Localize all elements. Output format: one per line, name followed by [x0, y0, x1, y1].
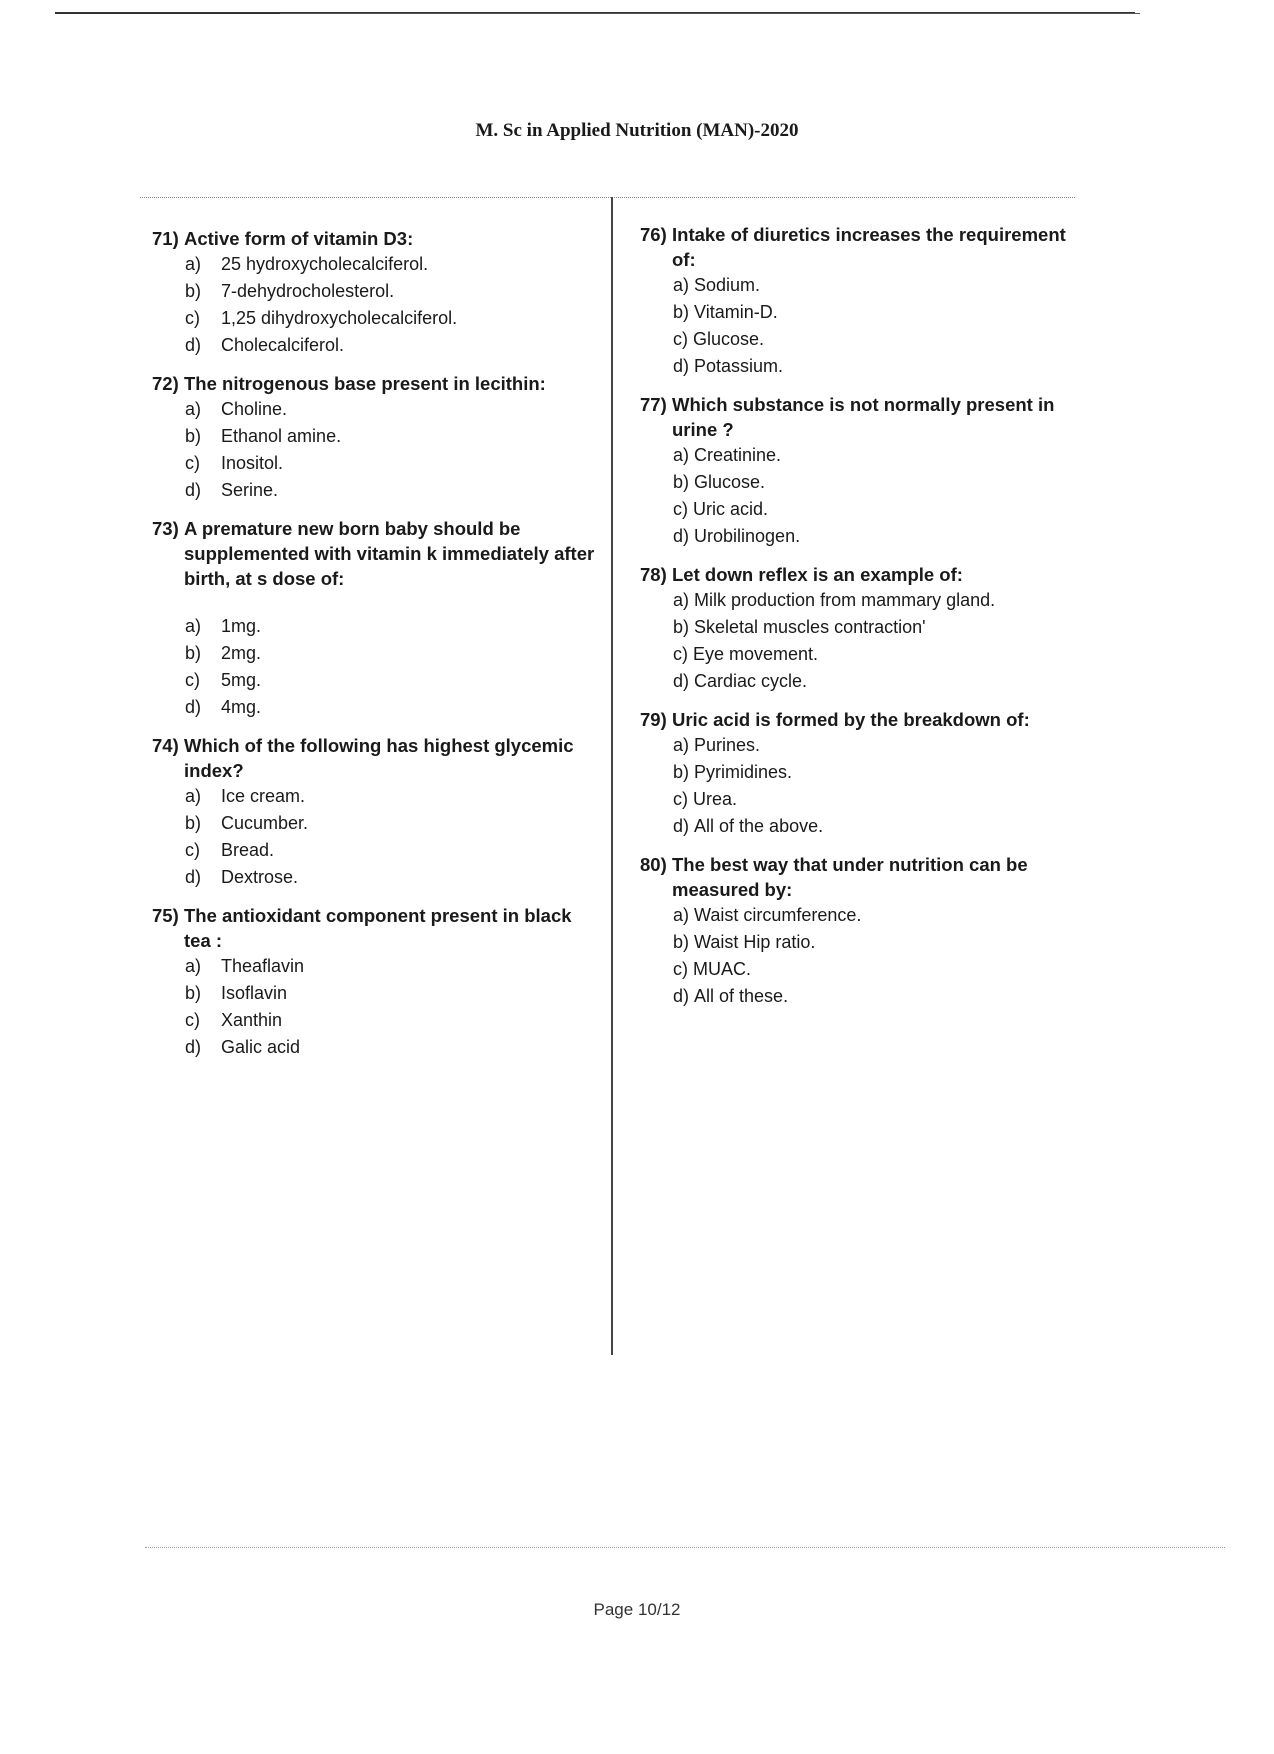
option-letter: d) [673, 526, 690, 546]
option-item [673, 299, 1090, 326]
header-divider [140, 197, 1075, 198]
option-item [185, 640, 602, 667]
question-text [640, 852, 1090, 902]
option-item [185, 396, 602, 423]
option-item [185, 1007, 602, 1034]
footer-divider [145, 1547, 1225, 1548]
option-letter: d) [185, 1037, 202, 1057]
question-text [152, 733, 602, 783]
question-number: 79) [640, 709, 667, 730]
option-letter: b) [185, 426, 202, 446]
option-letter: c) [185, 453, 200, 473]
option-text: 1mg. [221, 616, 262, 636]
option-text: Pyrimidines. [694, 762, 793, 782]
option-text: 7-dehydrocholesterol. [221, 281, 395, 301]
question-item [152, 516, 602, 721]
option-text: Vitamin-D. [694, 302, 778, 322]
option-letter: c) [185, 308, 200, 328]
option-item [673, 641, 1090, 668]
question-stem: Which of the following has highest glycemic index? [184, 735, 574, 781]
option-list [640, 732, 1090, 840]
option-list [152, 953, 602, 1061]
option-letter: a) [185, 254, 202, 274]
option-item [673, 786, 1090, 813]
option-text: Skeletal muscles contraction' [694, 617, 926, 637]
question-number: 72) [152, 373, 179, 394]
option-letter: c) [185, 1010, 200, 1030]
question-stem: A premature new born baby should be supplemented with vitamin k immediately after birth, at s dose of: [184, 518, 595, 589]
option-item [185, 278, 602, 305]
left-question-column [152, 226, 602, 1073]
option-item [185, 694, 602, 721]
option-item [673, 902, 1090, 929]
column-divider [611, 197, 613, 1355]
option-text: MUAC. [693, 959, 751, 979]
question-item [152, 226, 602, 359]
option-letter: a) [673, 275, 690, 295]
option-text: All of the above. [694, 816, 824, 836]
option-letter: a) [185, 399, 202, 419]
option-list [152, 783, 602, 891]
option-text: Theaflavin [221, 956, 305, 976]
option-item [673, 326, 1090, 353]
option-text: Creatinine. [694, 445, 782, 465]
right-question-column [640, 222, 1090, 1022]
option-item [673, 732, 1090, 759]
option-item [185, 613, 602, 640]
question-spacer [152, 591, 602, 613]
option-letter: b) [673, 762, 690, 782]
question-number: 77) [640, 394, 667, 415]
option-text: Choline. [221, 399, 288, 419]
option-letter: c) [673, 789, 688, 809]
option-text: Uric acid. [693, 499, 769, 519]
option-item [185, 332, 602, 359]
option-item [673, 272, 1090, 299]
option-text: 4mg. [221, 697, 262, 717]
option-text: Urea. [693, 789, 738, 809]
option-letter: c) [673, 329, 688, 349]
option-text: Urobilinogen. [694, 526, 801, 546]
option-text: Milk production from mammary gland. [694, 590, 996, 610]
option-letter: a) [185, 616, 202, 636]
option-text: Ice cream. [221, 786, 306, 806]
option-letter: b) [185, 281, 202, 301]
option-text: 25 hydroxycholecalciferol. [221, 254, 429, 274]
option-list [152, 613, 602, 721]
option-letter: b) [673, 302, 690, 322]
option-letter: c) [673, 644, 688, 664]
option-text: Potassium. [694, 356, 784, 376]
question-number: 75) [152, 905, 179, 926]
option-item [185, 1034, 602, 1061]
option-item [185, 864, 602, 891]
option-item [673, 813, 1090, 840]
option-text: Cucumber. [221, 813, 309, 833]
option-letter: d) [185, 867, 202, 887]
option-list [152, 396, 602, 504]
option-letter: c) [185, 670, 200, 690]
option-item [185, 305, 602, 332]
option-item [185, 477, 602, 504]
question-number: 76) [640, 224, 667, 245]
option-item [185, 953, 602, 980]
question-text [152, 371, 602, 396]
option-text: Waist circumference. [694, 905, 862, 925]
option-item [673, 587, 1090, 614]
option-text: 1,25 dihydroxycholecalciferol. [221, 308, 458, 328]
option-list [640, 587, 1090, 695]
option-letter: d) [673, 816, 690, 836]
question-text [640, 392, 1090, 442]
option-text: Glucose. [694, 472, 766, 492]
option-item [185, 810, 602, 837]
option-item [673, 759, 1090, 786]
option-text: Sodium. [694, 275, 761, 295]
option-list [640, 442, 1090, 550]
question-stem: Intake of diuretics increases the requirement of: [672, 224, 1066, 270]
option-text: Galic acid [221, 1037, 301, 1057]
option-text: Isoflavin [221, 983, 288, 1003]
option-letter: a) [185, 786, 202, 806]
option-item [673, 496, 1090, 523]
option-item [673, 614, 1090, 641]
question-text [152, 903, 602, 953]
question-text [640, 707, 1090, 732]
option-letter: c) [185, 840, 200, 860]
option-item [185, 667, 602, 694]
top-border-line-inner [280, 13, 1140, 14]
option-item [673, 983, 1090, 1010]
question-text [152, 226, 602, 251]
option-letter: a) [185, 956, 202, 976]
question-number: 74) [152, 735, 179, 756]
question-item [640, 707, 1090, 840]
option-letter: c) [673, 499, 688, 519]
option-text: Inositol. [221, 453, 284, 473]
option-letter: a) [673, 905, 690, 925]
option-list [152, 251, 602, 359]
option-text: Purines. [694, 735, 761, 755]
option-item [673, 442, 1090, 469]
option-list [640, 902, 1090, 1010]
option-text: Eye movement. [693, 644, 819, 664]
option-letter: d) [673, 356, 690, 376]
option-letter: d) [185, 335, 202, 355]
option-letter: d) [673, 671, 690, 691]
option-text: All of these. [694, 986, 789, 1006]
question-item [152, 733, 602, 891]
option-item [185, 450, 602, 477]
question-item [640, 852, 1090, 1010]
option-text: Ethanol amine. [221, 426, 342, 446]
question-stem: Let down reflex is an example of: [672, 564, 963, 585]
option-text: 2mg. [221, 643, 262, 663]
question-text [640, 222, 1090, 272]
option-item [673, 929, 1090, 956]
question-item [152, 903, 602, 1061]
option-text: Bread. [221, 840, 275, 860]
question-stem: The nitrogenous base present in lecithin: [184, 373, 546, 394]
question-number: 78) [640, 564, 667, 585]
option-letter: b) [673, 932, 690, 952]
option-letter: b) [185, 813, 202, 833]
question-text [640, 562, 1090, 587]
option-text: Cardiac cycle. [694, 671, 808, 691]
question-stem: Uric acid is formed by the breakdown of: [672, 709, 1030, 730]
question-item [640, 222, 1090, 380]
option-item [673, 523, 1090, 550]
option-letter: b) [185, 643, 202, 663]
option-letter: a) [673, 735, 690, 755]
option-text: Dextrose. [221, 867, 299, 887]
question-stem: Which substance is not normally present in urine ? [672, 394, 1055, 440]
option-letter: d) [185, 480, 202, 500]
question-stem: The best way that under nutrition can be measured by: [672, 854, 1028, 900]
option-text: Serine. [221, 480, 279, 500]
option-letter: a) [673, 445, 690, 465]
option-text: Xanthin [221, 1010, 283, 1030]
option-letter: d) [673, 986, 690, 1006]
page-number: Page 10/12 [593, 1600, 681, 1619]
question-text [152, 516, 602, 591]
option-letter: b) [185, 983, 202, 1003]
option-item [673, 668, 1090, 695]
option-letter: b) [673, 472, 690, 492]
option-item [185, 783, 602, 810]
option-item [185, 837, 602, 864]
option-item [673, 956, 1090, 983]
option-text: Glucose. [693, 329, 765, 349]
option-letter: d) [185, 697, 202, 717]
option-item [673, 353, 1090, 380]
option-item [673, 469, 1090, 496]
question-item [640, 562, 1090, 695]
option-item [185, 980, 602, 1007]
page-title: M. Sc in Applied Nutrition (MAN)-2020 [475, 120, 799, 141]
option-letter: a) [673, 590, 690, 610]
option-letter: c) [673, 959, 688, 979]
question-stem: The antioxidant component present in black tea : [184, 905, 572, 951]
option-list [640, 272, 1090, 380]
question-number: 80) [640, 854, 667, 875]
option-text: Cholecalciferol. [221, 335, 345, 355]
question-number: 73) [152, 518, 179, 539]
question-number: 71) [152, 228, 179, 249]
option-text: 5mg. [221, 670, 262, 690]
option-item [185, 423, 602, 450]
question-stem: Active form of vitamin D3: [184, 228, 414, 249]
question-item [640, 392, 1090, 550]
option-item [185, 251, 602, 278]
question-item [152, 371, 602, 504]
option-text: Waist Hip ratio. [694, 932, 816, 952]
option-letter: b) [673, 617, 690, 637]
